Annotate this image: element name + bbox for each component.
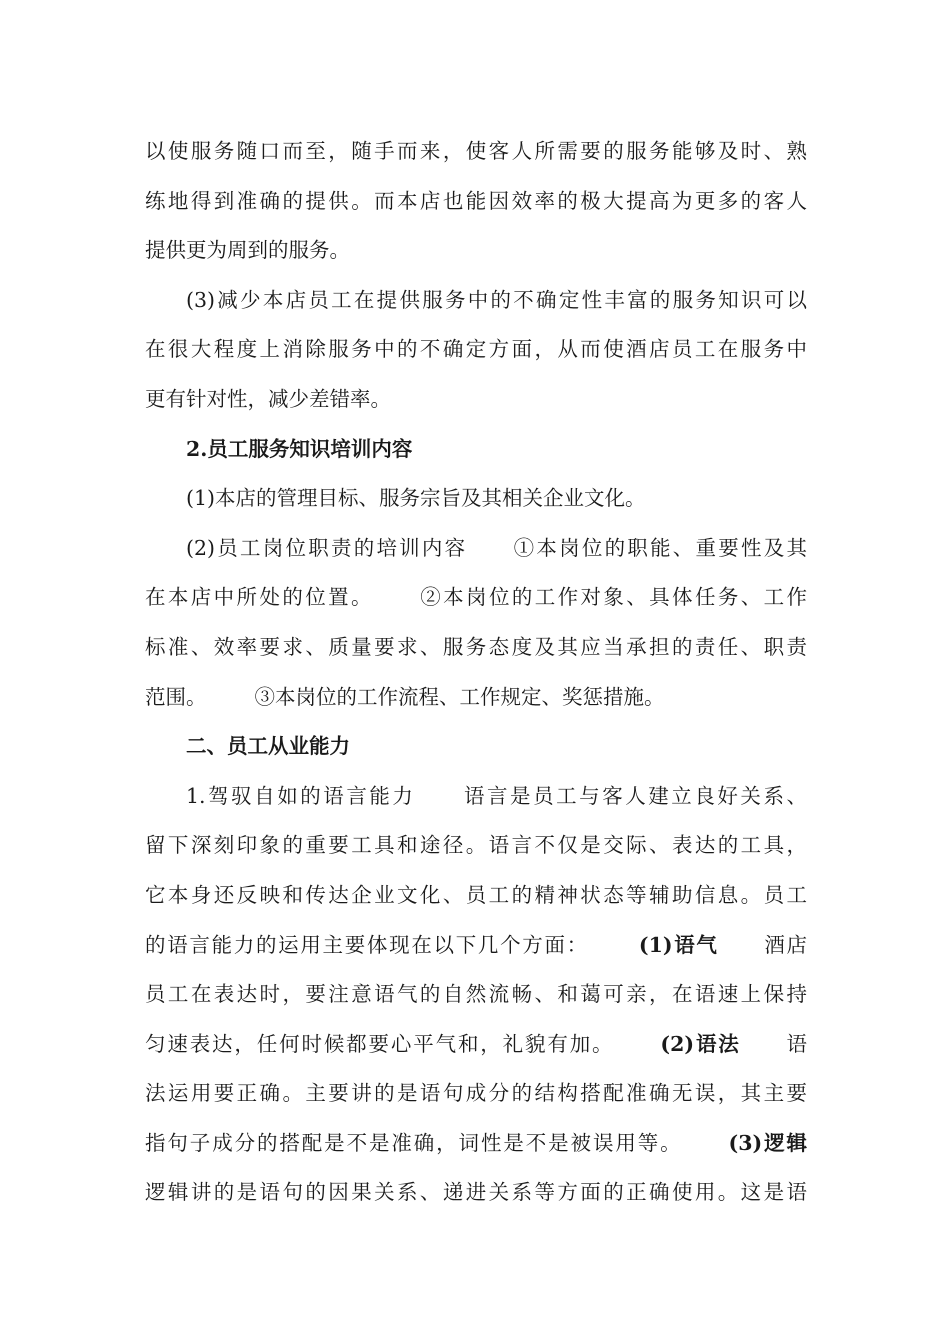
text-segment: ②本岗位的工作对象、具体任务、工作 — [417, 585, 808, 610]
text-segment: 法运用要正确。主要讲的是语句成分的结构搭配准确无误，其主要 — [145, 1081, 807, 1106]
paragraph-line — [145, 127, 807, 177]
text-segment: 语 — [784, 1031, 808, 1056]
paragraph-line — [145, 1069, 807, 1119]
paragraph-line — [145, 226, 807, 276]
paragraph-line — [145, 474, 807, 524]
paragraph-line — [145, 177, 807, 227]
text-segment: ①本岗位的职能、重要性及其 — [511, 535, 808, 560]
text-segment: 在本店中所处的位置。 — [145, 585, 374, 610]
heading-text: 2.员工服务知识培训内容 — [186, 436, 413, 461]
text-segment: 更有针对性，减少差错率。 — [145, 386, 391, 411]
text-segment: (3)减少本店员工在提供服务中的不确定性丰富的服务知识可以 — [186, 287, 807, 312]
text-segment: 1.驾驭自如的语言能力 — [186, 783, 416, 808]
text-segment: 酒店 — [762, 932, 808, 957]
section-heading — [145, 425, 807, 475]
paragraph-line — [145, 673, 807, 723]
text-segment: 提供更为周到的服务。 — [145, 238, 350, 263]
paragraph-line — [145, 524, 807, 574]
text-segment: (1)本店的管理目标、服务宗旨及其相关企业文化。 — [186, 486, 646, 511]
text-segment: 以使服务随口而至，随手而来，使客人所需要的服务能够及时、熟 — [145, 139, 807, 163]
text-segment: 它本身还反映和传达企业文化、员工的精神状态等辅助信息。员工 — [145, 882, 807, 907]
paragraph-line — [145, 970, 807, 1020]
text-segment: 语言是员工与客人建立良好关系、 — [461, 783, 807, 808]
paragraph-line — [145, 772, 807, 822]
text-segment: 练地得到准确的提供。而本店也能因效率的极大提高为更多的客人 — [145, 188, 807, 213]
paragraph-line — [145, 1020, 807, 1070]
paragraph-line — [145, 325, 807, 375]
document-page — [145, 127, 807, 1218]
section-heading — [145, 722, 807, 772]
paragraph-line — [145, 821, 807, 871]
bold-term: (1)语气 — [638, 932, 719, 957]
paragraph-line — [145, 623, 807, 673]
paragraph-line — [145, 871, 807, 921]
text-segment: 留下深刻印象的重要工具和途径。语言不仅是交际、表达的工具， — [145, 833, 807, 858]
paragraph-line — [145, 1119, 807, 1169]
text-segment: 的语言能力的运用主要体现在以下几个方面： — [145, 932, 589, 957]
text-segment: 标准、效率要求、质量要求、服务态度及其应当承担的责任、职责 — [145, 634, 807, 659]
bold-term: (2)语法 — [660, 1031, 741, 1056]
bold-term: (3)逻辑 — [728, 1130, 808, 1155]
text-segment: ③本岗位的工作流程、工作规定、奖惩措施。 — [254, 684, 665, 709]
paragraph-line — [145, 921, 807, 971]
text-segment: 匀速表达，任何时候都要心平气和，礼貌有加。 — [145, 1031, 615, 1056]
paragraph-line — [145, 276, 807, 326]
paragraph-line — [145, 573, 807, 623]
text-segment: 在很大程度上消除服务中的不确定方面，从而使酒店员工在服务中 — [145, 337, 807, 362]
text-segment: 范围。 — [145, 684, 207, 709]
text-segment: 员工在表达时，要注意语气的自然流畅、和蔼可亲，在语速上保持 — [145, 982, 807, 1007]
paragraph-line — [145, 375, 807, 425]
paragraph-line — [145, 1168, 807, 1218]
text-segment: 指句子成分的搭配是不是准确，词性是不是被误用等。 — [145, 1130, 683, 1155]
text-segment: 逻辑讲的是语句的因果关系、递进关系等方面的正确使用。这是语 — [145, 1180, 807, 1205]
text-segment: (2)员工岗位职责的培训内容 — [186, 535, 468, 560]
heading-text: 二、员工从业能力 — [186, 734, 350, 759]
